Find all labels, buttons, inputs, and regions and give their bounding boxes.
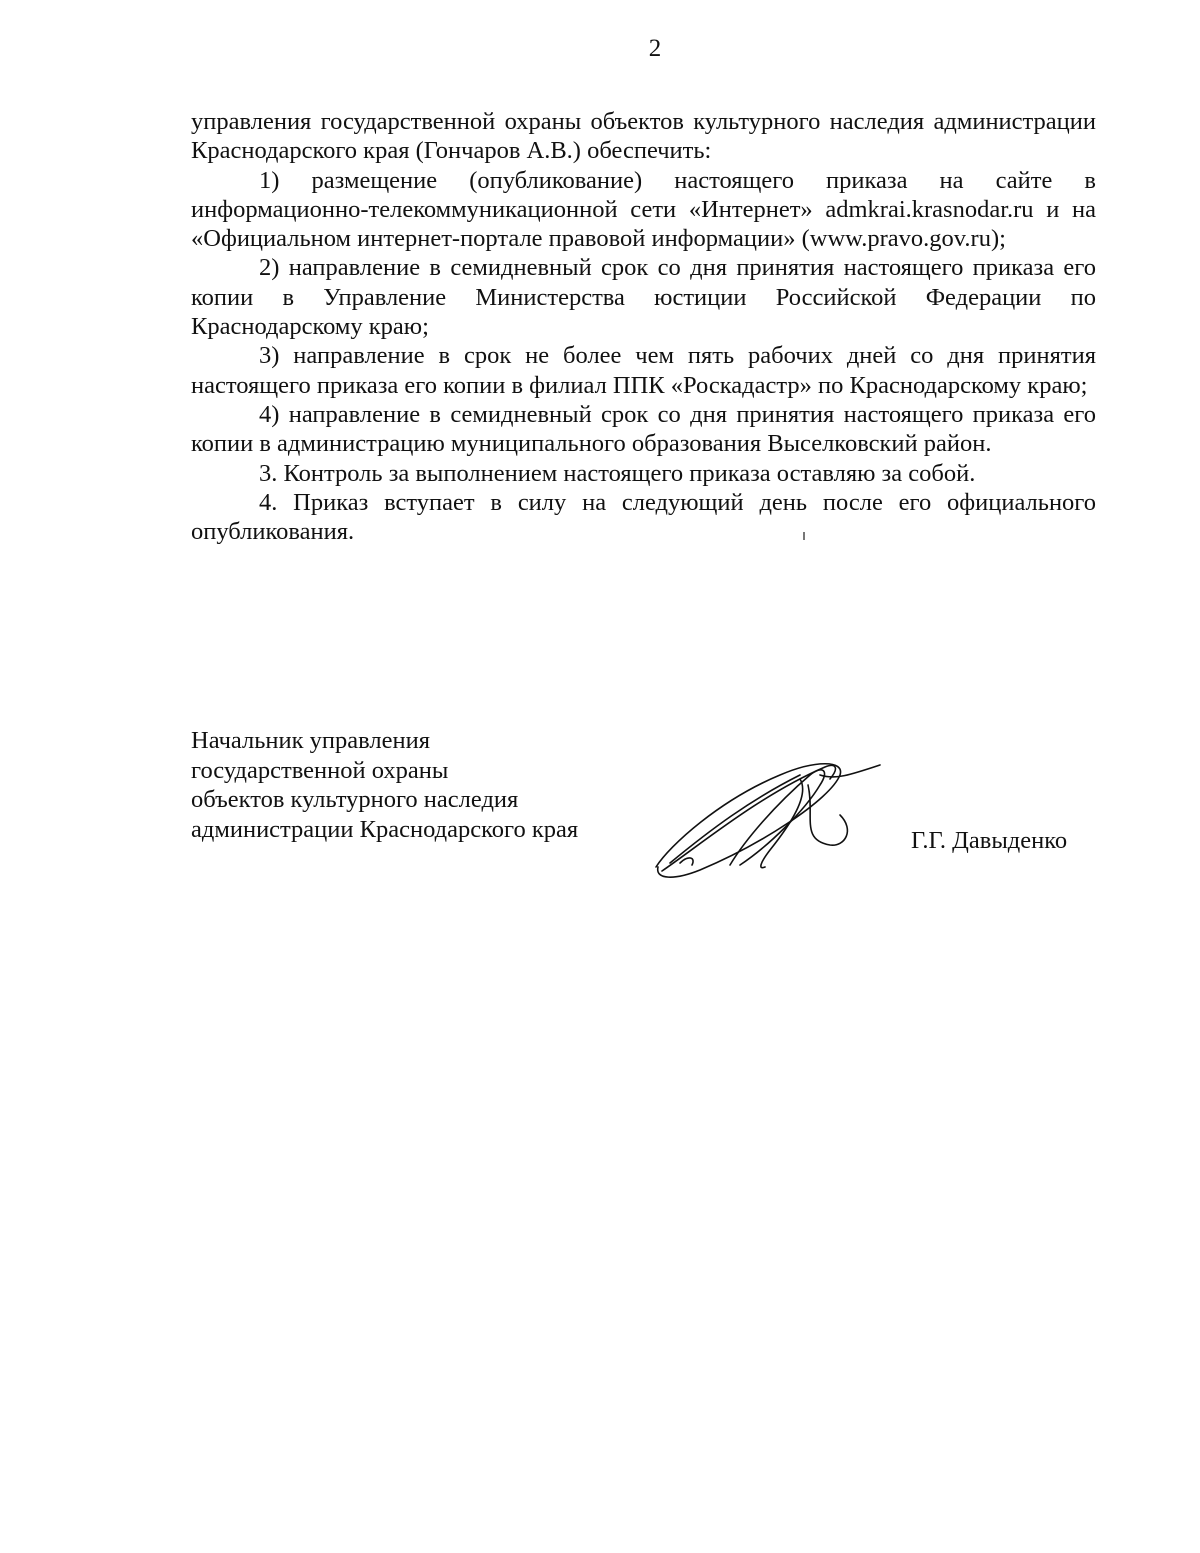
scan-artifact bbox=[803, 532, 805, 540]
order-paragraph: 1) размещение (опубликование) настоящего приказа на сайте в информационно-телекоммуникационной сети «Интернет» admkrai.krasnodar.ru и на «Официальном интернет-портале правовой информации» (www.pravo.gov.ru); bbox=[191, 166, 1096, 253]
page-number: 2 bbox=[648, 35, 662, 62]
signatory-position-line: объектов культурного наследия bbox=[191, 786, 519, 813]
signatory-position-line: государственной охраны bbox=[191, 756, 449, 784]
handwritten-signature-icon bbox=[640, 745, 890, 885]
order-paragraph: 4. Приказ вступает в силу на следующий день после его официального опубликования. bbox=[191, 488, 1096, 546]
order-paragraph: 3) направление в срок не более чем пять рабочих дней со дня принятия настоящего приказа его копии в филиал ППК «Роскадастр» по Краснодарскому краю; bbox=[191, 342, 1096, 399]
signer-name: Г.Г. Давыденко bbox=[911, 827, 1068, 854]
order-body bbox=[191, 107, 1096, 546]
order-paragraph: 4) направление в семидневный срок со дня принятия настоящего приказа его копии в администрацию муниципального образования Выселковский район. bbox=[191, 400, 1096, 458]
signatory-position bbox=[191, 726, 621, 844]
order-paragraph: 2) направление в семидневный срок со дня принятия настоящего приказа его копии в Управление Министерства юстиции Российской Федерации по Краснодарскому краю; bbox=[191, 254, 1096, 341]
order-paragraph: управления государственной охраны объектов культурного наследия администрации Краснодарского края (Гончаров А.В.) обеспечить: bbox=[191, 108, 1096, 165]
signatory-position-line: Начальник управления bbox=[191, 727, 430, 754]
order-paragraph: 3. Контроль за выполнением настоящего приказа оставляю за собой. bbox=[259, 459, 976, 487]
signatory-position-line: администрации Краснодарского края bbox=[191, 815, 579, 843]
